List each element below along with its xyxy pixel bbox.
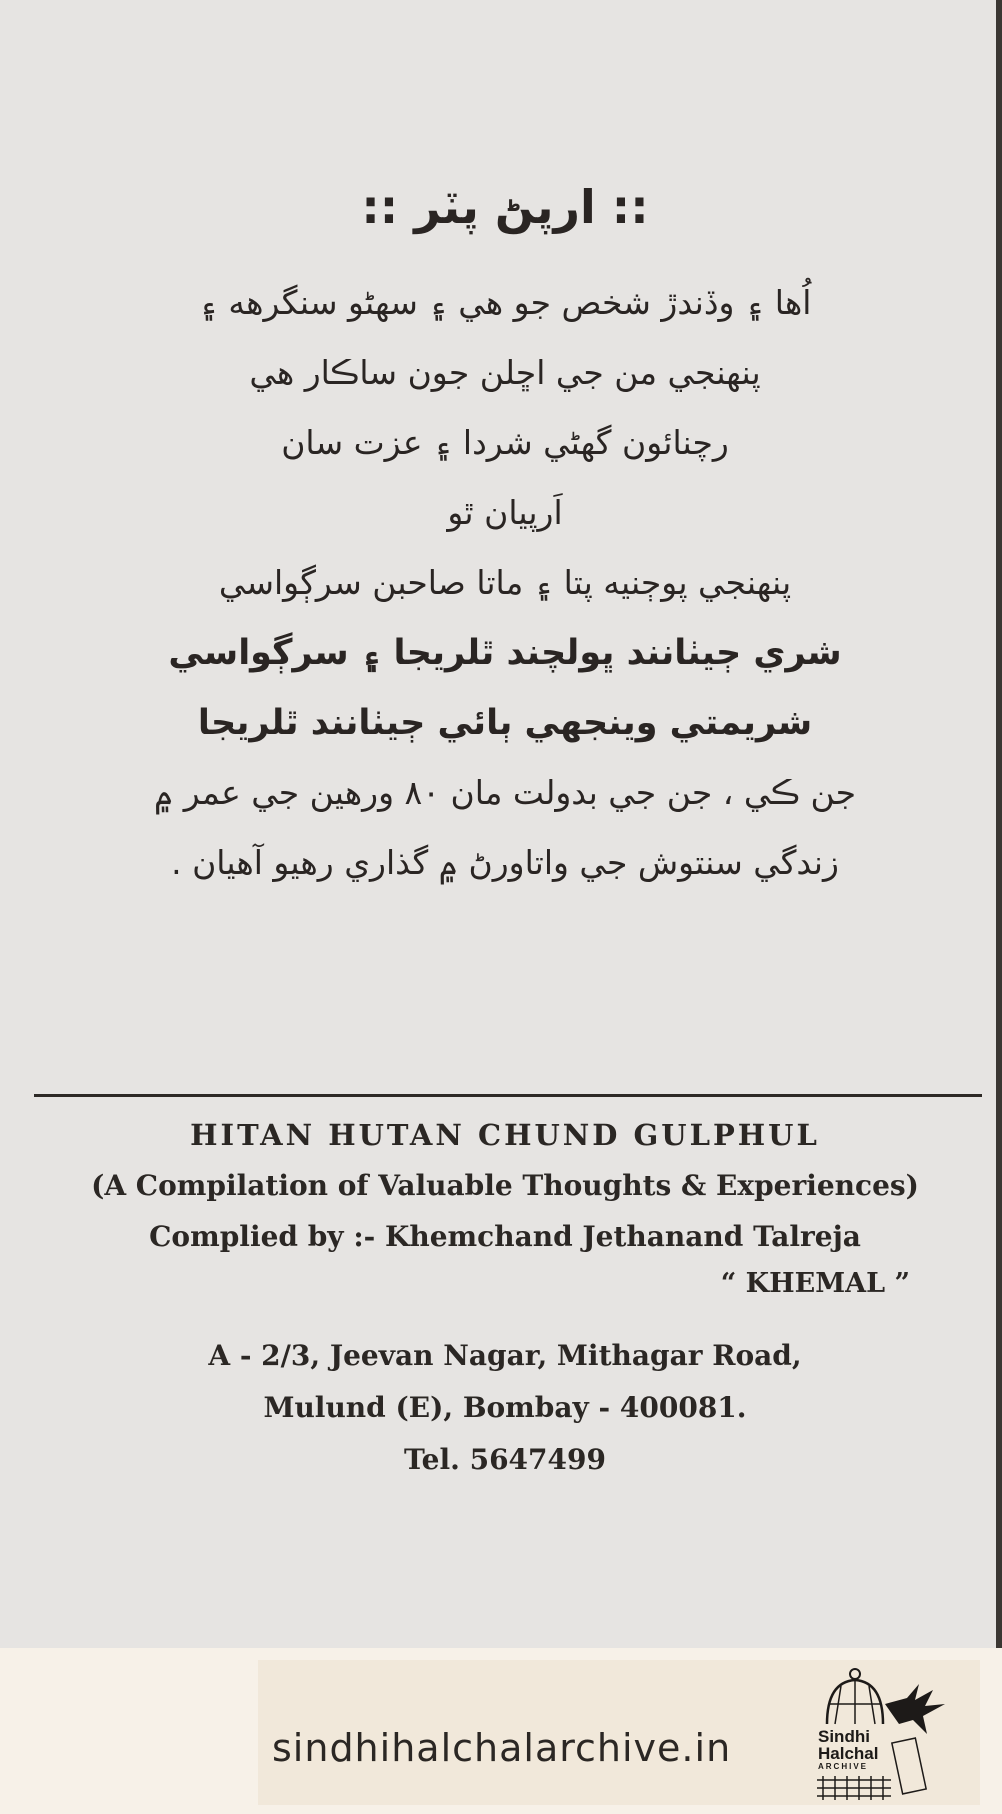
phone-number: Tel. 5647499: [404, 1443, 606, 1476]
address-line: A - 2/3, Jeevan Nagar, Mithagar Road,: [208, 1339, 802, 1372]
logo-text-line: Halchal: [818, 1744, 879, 1763]
compiler-credit: Complied by :- Khemchand Jethanand Talreja: [149, 1220, 861, 1253]
dedication-line: اَرپيان ٿو: [447, 493, 563, 532]
dedication-line: زندگي سنتوش جي واتاورڻ ۾ گذاري رهيو آهيان .: [171, 843, 839, 882]
dedication-line: پنهنجي پوڄنيه پتا ۽ ماتا صاحبن سرڳواسي: [218, 563, 792, 602]
imprint-block: [30, 1118, 980, 1486]
logo-wordmark: [818, 1728, 878, 1772]
book-subtitle: (A Compilation of Valuable Thoughts & Experiences): [91, 1169, 919, 1202]
dedication-line: جن ڪي ، جن جي بدولت مان ٨٠ ورهين جي عمر ۾: [153, 773, 857, 812]
pen-name: “ KHEMAL ”: [720, 1268, 910, 1299]
dedication-line: رچنائون گهڻي شردا ۽ عزت سان: [281, 423, 729, 462]
logo-text-line: Sindhi: [818, 1727, 870, 1746]
dedication-title: :: ارپڻ پٽر ::: [361, 180, 649, 234]
dedication-line: شري ڄيٺانند ڀولچند ٿلريجا ۽ سرڳواسي: [168, 633, 842, 673]
divider-rule: [34, 1094, 982, 1097]
dedication-line: اُها ۽ وڏندڙ شخص جو هي ۽ سهڻو سنگرهه ۽: [198, 283, 812, 322]
dedication-block: [30, 180, 980, 898]
logo-text-line: ARCHIVE: [818, 1762, 869, 1771]
book-title: HITAN HUTAN CHUND GULPHUL: [190, 1118, 820, 1152]
dedication-line: پنهنجي من جي اڇلن جون ساڪار هي: [249, 353, 761, 392]
dedication-line: شريمتي وينجهي ٻائي ڄيٺانند ٿلريجا: [197, 703, 813, 743]
site-url[interactable]: sindhihalchalarchive.in: [272, 1726, 732, 1770]
address-line: Mulund (E), Bombay - 400081.: [263, 1391, 747, 1424]
